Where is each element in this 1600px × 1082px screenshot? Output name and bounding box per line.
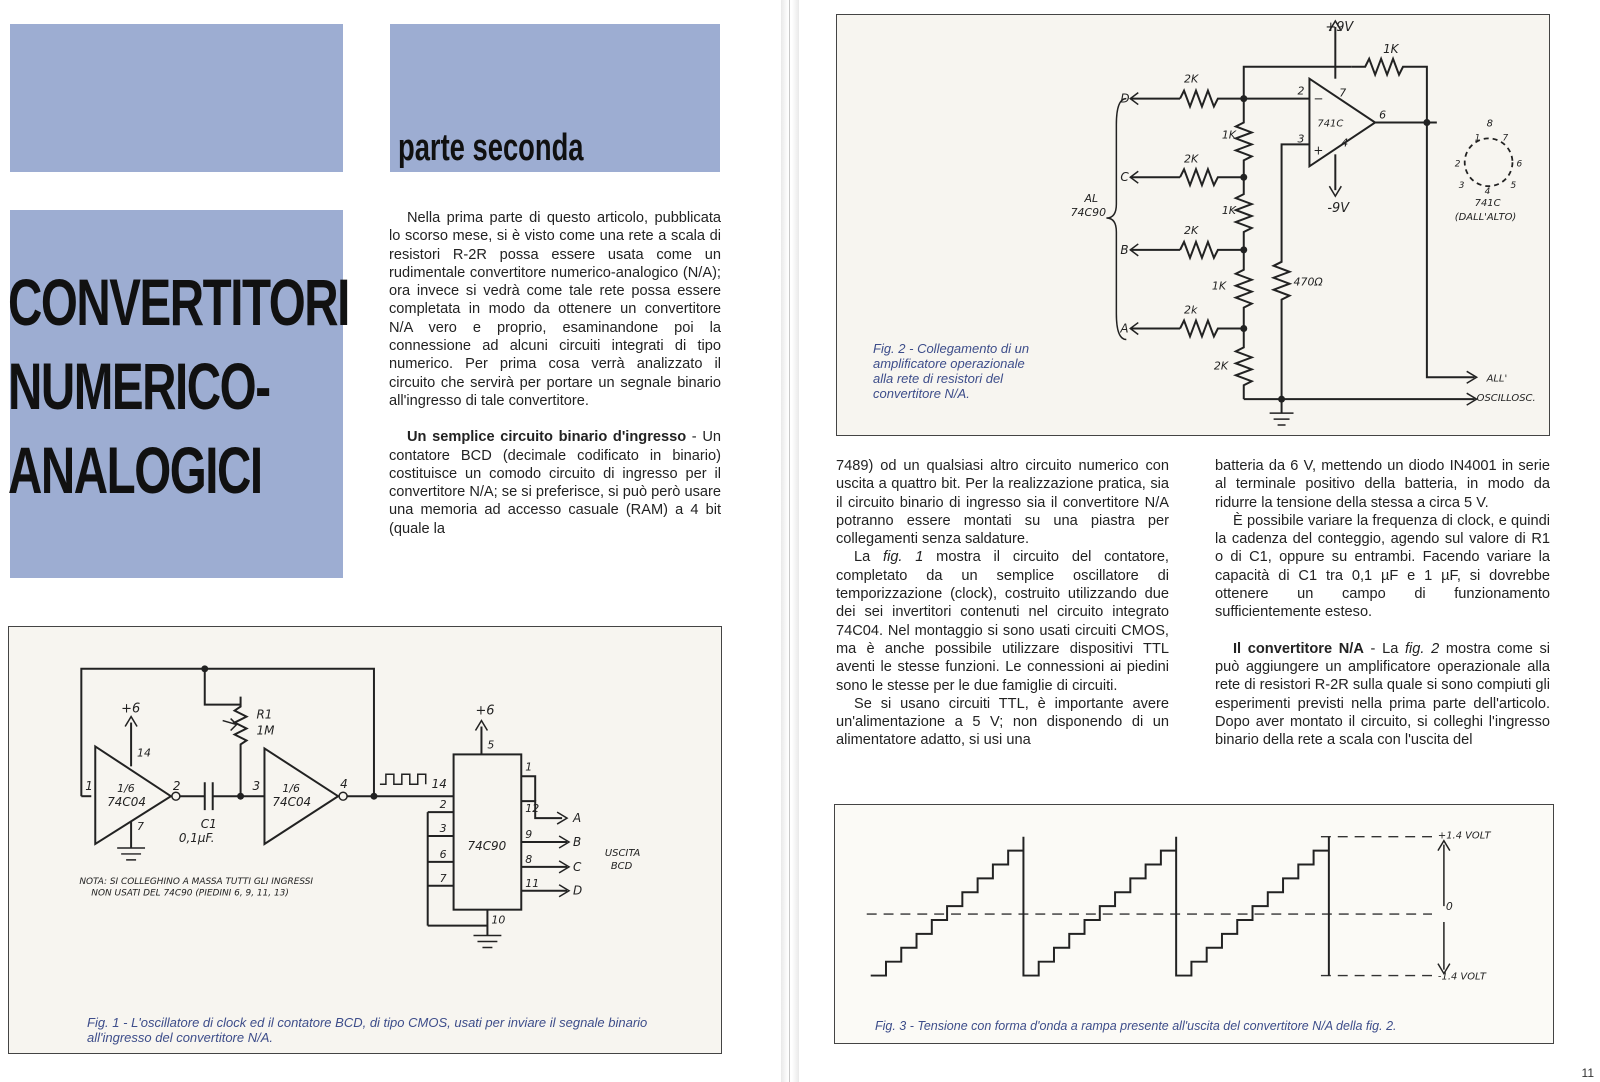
fig2-label-minus9: -9V bbox=[1327, 201, 1350, 217]
fig1-pin-3: 3 bbox=[252, 779, 261, 794]
fig2-pk-3: 3 bbox=[1458, 181, 1465, 192]
text-column-middle bbox=[836, 457, 1169, 750]
title-line-3: ANALOGICI bbox=[8, 433, 262, 507]
fig2-reference: fig. 2 bbox=[1404, 640, 1440, 657]
fig1-schematic bbox=[9, 627, 721, 1053]
fig2-pk-1: 1 bbox=[1474, 133, 1481, 144]
fig2-pin-3: 3 bbox=[1297, 132, 1305, 146]
figure-2 bbox=[836, 14, 1550, 436]
fig2-pk-4: 4 bbox=[1484, 187, 1491, 198]
fig2-pin-2: 2 bbox=[1297, 84, 1305, 98]
fig1-pin-2: 2 bbox=[172, 779, 181, 794]
fig1-label-counter: 74C90 bbox=[467, 838, 507, 853]
fig2-input-d: D bbox=[1120, 91, 1130, 106]
mid-paragraph-2 bbox=[836, 548, 1169, 694]
fig2-input-b: B bbox=[1120, 242, 1129, 257]
fig2-input-a: A bbox=[1120, 321, 1129, 336]
mid-paragraph-1: 7489) od un qualsiasi altro circuito numerico con uscita a quattro bit. Per la realizzazione pratica, sia il circuito binario di ingresso sia il convertitore N/A potranno essere montati su una piastra per collegamenti senza saldature. bbox=[836, 458, 1169, 548]
fig1-label-inv1: 74C04 bbox=[107, 795, 146, 810]
fig1-pin-4: 4 bbox=[340, 777, 348, 792]
fig1-output-b: B bbox=[573, 834, 582, 849]
fig2-package-view: (DALL'ALTO) bbox=[1454, 212, 1517, 224]
fig2-res-470: 470Ω bbox=[1293, 275, 1323, 289]
fig2-res-c: 2K bbox=[1184, 152, 1199, 166]
fig1-note-line-2: NON USATI DEL 74C90 (PIEDINI 6, 9, 11, 13) bbox=[91, 888, 289, 899]
fig3-label-top: +1.4 VOLT bbox=[1437, 830, 1491, 842]
fig1-label-c1: C1 bbox=[200, 817, 217, 832]
fig2-label-al: AL bbox=[1084, 192, 1099, 206]
fig1-reference: fig. 1 bbox=[883, 549, 924, 566]
mid-p2-pre: La bbox=[854, 549, 884, 566]
fig2-minus: − bbox=[1313, 91, 1324, 106]
fig1-label-plus6: +6 bbox=[121, 701, 141, 717]
fig3-label-zero: 0 bbox=[1445, 900, 1453, 914]
fig2-caption: Fig. 2 - Collegamento di un amplificatore operazionale alla rete di resistori del convertitore N/A. bbox=[873, 341, 1030, 401]
fig2-pk-7: 7 bbox=[1502, 133, 1509, 144]
fig2-plus: + bbox=[1313, 143, 1324, 158]
fig1-counter-pin-3: 3 bbox=[439, 822, 447, 836]
fig1-counter-pin-14: 14 bbox=[431, 777, 447, 792]
section-heading-2: Il convertitore N/A bbox=[1233, 640, 1364, 657]
fig2-output-oscilloscope: OSCILLOSC. bbox=[1476, 393, 1536, 405]
fig2-res-a: 2k bbox=[1184, 303, 1198, 317]
fig1-counter-pin-11: 11 bbox=[525, 876, 540, 890]
fig1-label-inv2-fraction: 1/6 bbox=[282, 782, 300, 796]
input-brace bbox=[1106, 99, 1129, 340]
fig1-counter-pin-6: 6 bbox=[439, 847, 447, 861]
mid-paragraph-3: Se si usano circuiti TTL, è importante avere un'alimentazione a 5 V; non disponendo di un alimentatore adatto, si usi una bbox=[836, 695, 1169, 749]
fig2-res-1k-2: 1K bbox=[1221, 204, 1237, 218]
title-line-2: NUMERICO- bbox=[8, 349, 270, 423]
fig1-counter-pin-2: 2 bbox=[439, 798, 447, 812]
fig1-label-r1-value: 1M bbox=[256, 723, 275, 738]
opamp-package bbox=[1465, 138, 1513, 186]
fig2-res-b: 2K bbox=[1184, 223, 1199, 237]
fig1-counter-pin-5: 5 bbox=[487, 738, 495, 752]
section-heading: Un semplice circuito binario d'ingresso bbox=[407, 429, 687, 446]
fig1-output-c: C bbox=[573, 859, 582, 874]
fig1-pin-1: 1 bbox=[85, 779, 93, 794]
fig3-waveform bbox=[835, 805, 1553, 1043]
fig2-pk-2: 2 bbox=[1454, 159, 1461, 170]
intro-paragraph: Nella prima parte di questo articolo, pubblicata lo scorso mese, si è visto come una rete a scala di resistori R-2R possa essere usata come un rudimentale convertitore numerico-analogico (N/A); ora invece si vedrà come tale rete possa essere completata in modo da ottenere un convertitore N/A vero e proprio, esaminandone poi la connessione ad alcuni circuiti integrati di tipo numerico. Per prima cosa verrà analizzato il circuito che servirà per portare un segnale binario all'ingresso di tale convertitore. bbox=[389, 210, 721, 409]
right-page bbox=[800, 0, 1600, 1082]
fig1-counter-pin-9: 9 bbox=[525, 828, 533, 842]
fig2-label-opamp: 741C bbox=[1317, 118, 1344, 130]
text-column-right bbox=[1215, 457, 1550, 749]
fig1-pin-14: 14 bbox=[137, 746, 151, 760]
fig2-pin-4: 4 bbox=[1341, 136, 1349, 150]
fig1-counter-pin-1: 1 bbox=[525, 760, 533, 774]
right-paragraph-3 bbox=[1215, 640, 1550, 750]
right-paragraph-1: batteria da 6 V, mettendo un diodo IN4001 in serie al terminale positivo della batteria, in modo da ridurre la tensione della stessa a circa 5 V. bbox=[1215, 458, 1550, 511]
fig1-label-plus6-counter: +6 bbox=[475, 703, 495, 719]
intro-body-2: Un contatore BCD (decimale codificato in binario) costituisce un comodo circuito di ingresso per il convertitore N/A; se si preferisce, si può però usare una memoria ad accesso casuale (RAM) a 4 bit (quale la bbox=[389, 429, 721, 537]
figure-3 bbox=[834, 804, 1554, 1044]
counter-74C90 bbox=[454, 754, 522, 909]
fig3-label-bottom: -1.4 VOLT bbox=[1437, 971, 1486, 983]
fig2-input-c: C bbox=[1120, 170, 1129, 185]
fig1-counter-pin-7: 7 bbox=[439, 871, 447, 885]
fig1-output-a: A bbox=[573, 811, 582, 826]
fig1-output-d: D bbox=[573, 883, 583, 898]
figure-1 bbox=[8, 626, 722, 1054]
left-page bbox=[0, 0, 780, 1082]
subtitle: parte seconda bbox=[398, 127, 584, 169]
mid-p2-post: mostra il circuito del contatore, completato da un semplice oscillatore di temporizzazione (clock), costruito utilizzando due dei sei invertitori contenuti nel circuito integrato 74C04. Nel montaggio si sono usati circuiti CMOS, ma è anche possibile utilizzare dispositivi TTL aventi le stesse funzioni. Le connessioni ai piedini sono le stesse per le due famiglie di circuiti. bbox=[836, 549, 1169, 694]
fig2-output-label: ALL' bbox=[1486, 373, 1508, 385]
right-p3-pre: - La bbox=[1363, 640, 1405, 657]
fig1-caption: Fig. 1 - L'oscillatore di clock ed il contatore BCD, di tipo CMOS, usati per inviare il segnale binario all'ingresso del convertitore N/A. bbox=[87, 1015, 648, 1045]
intro-paragraph-2: Un semplice circuito binario d'ingresso - Un contatore BCD (decimale codificato in binario) costituisce un comodo circuito di ingresso per il convertitore N/A; se si preferisce, si può però usare una memoria ad accesso casuale (RAM) a 4 bit (quale la bbox=[389, 429, 721, 537]
title-line-1: CONVERTITORI bbox=[8, 265, 349, 339]
fig2-pk-5: 5 bbox=[1510, 181, 1517, 192]
article-title bbox=[8, 260, 348, 512]
fig2-pin-6: 6 bbox=[1379, 108, 1387, 122]
fig3-caption: Fig. 3 - Tensione con forma d'onda a rampa presente all'uscita del convertitore N/A della fig. 2. bbox=[875, 1019, 1397, 1033]
page-gutter bbox=[781, 0, 799, 1082]
fig2-pk-8: 8 bbox=[1486, 118, 1493, 130]
fig1-output-label: USCITA bbox=[604, 847, 641, 859]
fig1-counter-pin-12: 12 bbox=[525, 802, 540, 816]
fig2-label-74c90: 74C90 bbox=[1070, 206, 1107, 220]
right-p3-post: mostra come si può aggiungere un amplificatore operazionale alla rete di resistori R-2R sulla quale si sono compiuti gli esperimenti previsti nella prima parte dell'articolo. Dopo aver montato il circuito, si colleghi l'ingresso binario della rete a scala con l'uscita del bbox=[1215, 640, 1551, 749]
fig2-res-bottom: 2K bbox=[1213, 359, 1229, 373]
fig1-pin-7: 7 bbox=[137, 820, 145, 834]
staircase-waveform bbox=[871, 837, 1329, 976]
decor-block-top-left bbox=[10, 24, 343, 172]
page-number: 11 bbox=[1581, 1066, 1594, 1080]
fig1-label-inv1-fraction: 1/6 bbox=[117, 782, 135, 796]
fig2-label-feedback: 1K bbox=[1383, 41, 1399, 56]
fig2-res-1k-3: 1K bbox=[1211, 279, 1227, 293]
fig1-counter-pin-8: 8 bbox=[525, 852, 533, 866]
fig2-label-plus9: +9V bbox=[1325, 19, 1354, 35]
fig1-label-c1-value: 0,1µF. bbox=[178, 830, 215, 845]
fig2-package-label: 741C bbox=[1474, 198, 1501, 210]
fig2-res-1k-1: 1K bbox=[1221, 128, 1237, 142]
gutter-line bbox=[789, 0, 790, 1082]
fig2-pin-7: 7 bbox=[1339, 86, 1347, 100]
fig2-res-d: 2K bbox=[1184, 72, 1199, 86]
right-paragraph-2: È possibile variare la frequenza di clock, e quindi la cadenza del conteggio, agendo sul valore di R1 o di C1, oppure su entrambi. Facendo variare la capacità di C1 tra 0,1 µF e 1 µF, si dovrebbe ottenere un campo di funzionamento sufficientemente esteso. bbox=[1215, 512, 1550, 621]
intro-column bbox=[389, 209, 721, 538]
fig1-counter-pin-10: 10 bbox=[491, 913, 506, 927]
fig1-output-label-bcd: BCD bbox=[610, 860, 633, 872]
fig1-label-inv2: 74C04 bbox=[272, 795, 312, 810]
fig2-pk-6: 6 bbox=[1516, 159, 1523, 170]
fig1-note-line-1: NOTA: SI COLLEGHINO A MASSA TUTTI GLI INGRESSI bbox=[79, 876, 314, 887]
fig1-label-r1: R1 bbox=[256, 707, 273, 722]
